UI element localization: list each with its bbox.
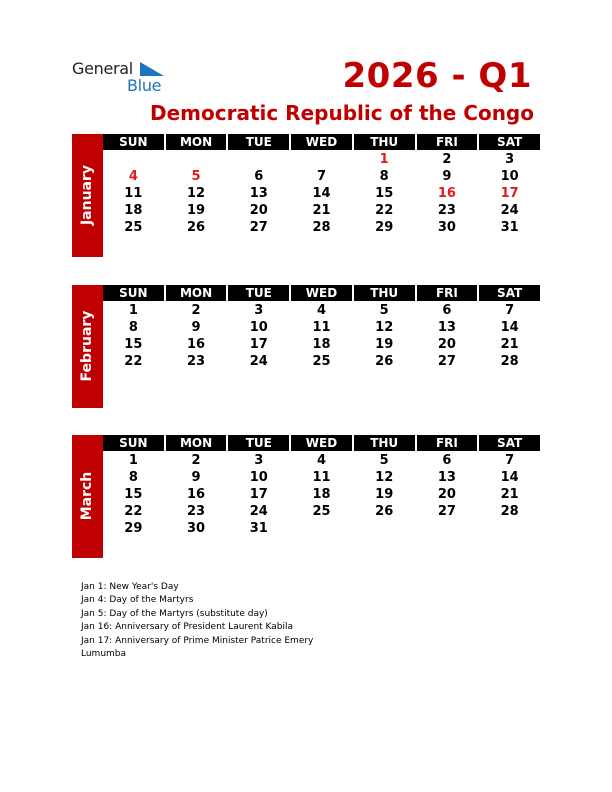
holiday-note: Jan 16: Anniversary of President Laurent Kabila bbox=[81, 622, 294, 633]
day-cell: 5 bbox=[379, 453, 389, 468]
month-tab bbox=[72, 285, 103, 408]
day-cell: 26 bbox=[375, 504, 394, 519]
day-cell: 30 bbox=[187, 521, 206, 536]
holiday-note: Jan 5: Day of the Martyrs (substitute day) bbox=[81, 608, 268, 619]
day-cell: 25 bbox=[312, 354, 331, 369]
page-title: 2026 - Q1 bbox=[342, 56, 532, 96]
weekday-header: TUE bbox=[228, 435, 289, 451]
day-cell: 11 bbox=[312, 470, 331, 485]
day-cell: 15 bbox=[124, 337, 143, 352]
day-cell: 4 bbox=[316, 303, 327, 318]
day-cell: 17 bbox=[249, 337, 268, 352]
day-cell: 23 bbox=[187, 354, 206, 369]
weekday-header: SAT bbox=[479, 134, 540, 150]
weekday-header: MON bbox=[166, 285, 227, 301]
empty-day-cell bbox=[291, 151, 352, 168]
day-cell: 25 bbox=[124, 220, 143, 235]
month-name: March bbox=[79, 471, 95, 521]
day-cell: 23 bbox=[187, 504, 206, 519]
day-cell: 16 bbox=[437, 186, 456, 201]
day-cell: 9 bbox=[191, 320, 201, 335]
empty-day-cell bbox=[479, 520, 540, 537]
day-cell: 18 bbox=[124, 203, 143, 218]
day-cell: 14 bbox=[312, 186, 331, 201]
day-cell: 30 bbox=[437, 220, 456, 235]
day-cell: 19 bbox=[375, 487, 394, 502]
generalblue-logo bbox=[72, 59, 172, 95]
day-cell: 18 bbox=[312, 337, 331, 352]
day-cell: 8 bbox=[128, 470, 138, 485]
day-cell: 13 bbox=[437, 320, 456, 335]
day-cell: 27 bbox=[249, 220, 268, 235]
weekday-header: WED bbox=[291, 285, 352, 301]
day-cell: 9 bbox=[191, 470, 201, 485]
day-cell: 14 bbox=[500, 320, 519, 335]
weekday-header: WED bbox=[291, 134, 352, 150]
holiday-note: Jan 1: New Year's Day bbox=[81, 582, 179, 592]
day-cell: 5 bbox=[191, 169, 201, 184]
day-cell: 22 bbox=[124, 354, 143, 369]
day-cell: 2 bbox=[442, 152, 452, 167]
day-cell: 3 bbox=[254, 303, 264, 318]
empty-day-cell bbox=[417, 520, 478, 537]
calendar-grid bbox=[103, 435, 540, 537]
day-cell: 1 bbox=[128, 303, 138, 318]
weekday-header: TUE bbox=[228, 285, 289, 301]
weekday-header: SUN bbox=[103, 285, 164, 301]
month-tab bbox=[72, 435, 103, 558]
holiday-note: Jan 4: Day of the Martyrs bbox=[81, 595, 194, 606]
weekday-header: FRI bbox=[417, 134, 478, 150]
day-cell: 7 bbox=[505, 303, 515, 318]
day-cell: 5 bbox=[379, 303, 389, 318]
day-cell: 13 bbox=[249, 186, 268, 201]
day-cell: 26 bbox=[187, 220, 206, 235]
empty-day-cell bbox=[166, 151, 227, 168]
month-name: January bbox=[79, 164, 95, 226]
month-block-february bbox=[72, 285, 540, 408]
day-cell: 25 bbox=[312, 504, 331, 519]
day-cell: 14 bbox=[500, 470, 519, 485]
empty-day-cell bbox=[103, 151, 164, 168]
weekday-header: THU bbox=[354, 134, 415, 150]
month-tab bbox=[72, 134, 103, 257]
holiday-notes bbox=[81, 581, 341, 661]
day-cell: 11 bbox=[124, 186, 143, 201]
day-cell: 22 bbox=[124, 504, 143, 519]
logo-text-general: General bbox=[72, 59, 133, 78]
day-cell: 10 bbox=[500, 169, 519, 184]
day-cell: 4 bbox=[128, 169, 138, 184]
day-cell: 11 bbox=[312, 320, 331, 335]
day-cell: 8 bbox=[379, 169, 389, 184]
day-cell: 12 bbox=[187, 186, 206, 201]
day-cell: 3 bbox=[505, 152, 515, 167]
day-cell: 24 bbox=[249, 354, 268, 369]
day-cell: 1 bbox=[379, 152, 389, 167]
day-cell: 24 bbox=[500, 203, 519, 218]
weekday-header: THU bbox=[354, 435, 415, 451]
day-cell: 17 bbox=[500, 186, 519, 201]
day-cell: 12 bbox=[375, 320, 394, 335]
day-cell: 15 bbox=[124, 487, 143, 502]
day-cell: 19 bbox=[375, 337, 394, 352]
day-cell: 27 bbox=[437, 504, 456, 519]
month-name: February bbox=[79, 310, 95, 382]
holiday-note: Jan 17: Anniversary of Prime Minister Patrice Emery Lumumba bbox=[81, 635, 314, 660]
day-cell: 17 bbox=[249, 487, 268, 502]
day-cell: 24 bbox=[249, 504, 268, 519]
logo-text-blue: Blue bbox=[127, 76, 162, 95]
day-cell: 29 bbox=[375, 220, 394, 235]
empty-day-cell bbox=[228, 151, 289, 168]
day-cell: 20 bbox=[437, 487, 456, 502]
empty-day-cell bbox=[354, 520, 415, 537]
day-cell: 31 bbox=[249, 521, 268, 536]
month-block-january bbox=[72, 134, 540, 257]
day-cell: 16 bbox=[187, 337, 206, 352]
day-cell: 19 bbox=[187, 203, 206, 218]
weekday-header: WED bbox=[291, 435, 352, 451]
day-cell: 20 bbox=[437, 337, 456, 352]
weekday-header: FRI bbox=[417, 285, 478, 301]
day-cell: 28 bbox=[500, 354, 519, 369]
day-cell: 23 bbox=[437, 203, 456, 218]
day-cell: 20 bbox=[249, 203, 268, 218]
day-cell: 6 bbox=[442, 453, 452, 468]
day-cell: 1 bbox=[128, 453, 138, 468]
day-cell: 18 bbox=[312, 487, 331, 502]
calendar-grid bbox=[103, 134, 540, 236]
day-cell: 9 bbox=[442, 169, 452, 184]
day-cell: 2 bbox=[191, 303, 201, 318]
day-cell: 21 bbox=[500, 337, 519, 352]
day-cell: 31 bbox=[500, 220, 519, 235]
day-cell: 6 bbox=[254, 169, 264, 184]
day-cell: 15 bbox=[375, 186, 394, 201]
weekday-header: MON bbox=[166, 134, 227, 150]
weekday-header: SAT bbox=[479, 285, 540, 301]
day-cell: 28 bbox=[500, 504, 519, 519]
day-cell: 13 bbox=[437, 470, 456, 485]
day-cell: 8 bbox=[128, 320, 138, 335]
day-cell: 12 bbox=[375, 470, 394, 485]
weekday-header: FRI bbox=[417, 435, 478, 451]
weekday-header: THU bbox=[354, 285, 415, 301]
weekday-header: SUN bbox=[103, 435, 164, 451]
weekday-header: MON bbox=[166, 435, 227, 451]
logo-triangle-icon bbox=[140, 62, 164, 76]
day-cell: 3 bbox=[254, 453, 264, 468]
day-cell: 16 bbox=[187, 487, 206, 502]
day-cell: 10 bbox=[249, 470, 268, 485]
calendar-grid bbox=[103, 285, 540, 370]
day-cell: 29 bbox=[124, 521, 143, 536]
day-cell: 7 bbox=[316, 169, 327, 184]
day-cell: 21 bbox=[312, 203, 331, 218]
day-cell: 7 bbox=[505, 453, 515, 468]
country-name: Democratic Republic of the Congo bbox=[149, 101, 534, 125]
weekday-header: SUN bbox=[103, 134, 164, 150]
day-cell: 27 bbox=[437, 354, 456, 369]
day-cell: 4 bbox=[316, 453, 327, 468]
weekday-header: SAT bbox=[479, 435, 540, 451]
day-cell: 26 bbox=[375, 354, 394, 369]
empty-day-cell bbox=[291, 520, 352, 537]
day-cell: 28 bbox=[312, 220, 331, 235]
day-cell: 10 bbox=[249, 320, 268, 335]
day-cell: 21 bbox=[500, 487, 519, 502]
weekday-header: TUE bbox=[228, 134, 289, 150]
day-cell: 6 bbox=[442, 303, 452, 318]
day-cell: 22 bbox=[375, 203, 394, 218]
day-cell: 2 bbox=[191, 453, 201, 468]
month-block-march bbox=[72, 435, 540, 558]
